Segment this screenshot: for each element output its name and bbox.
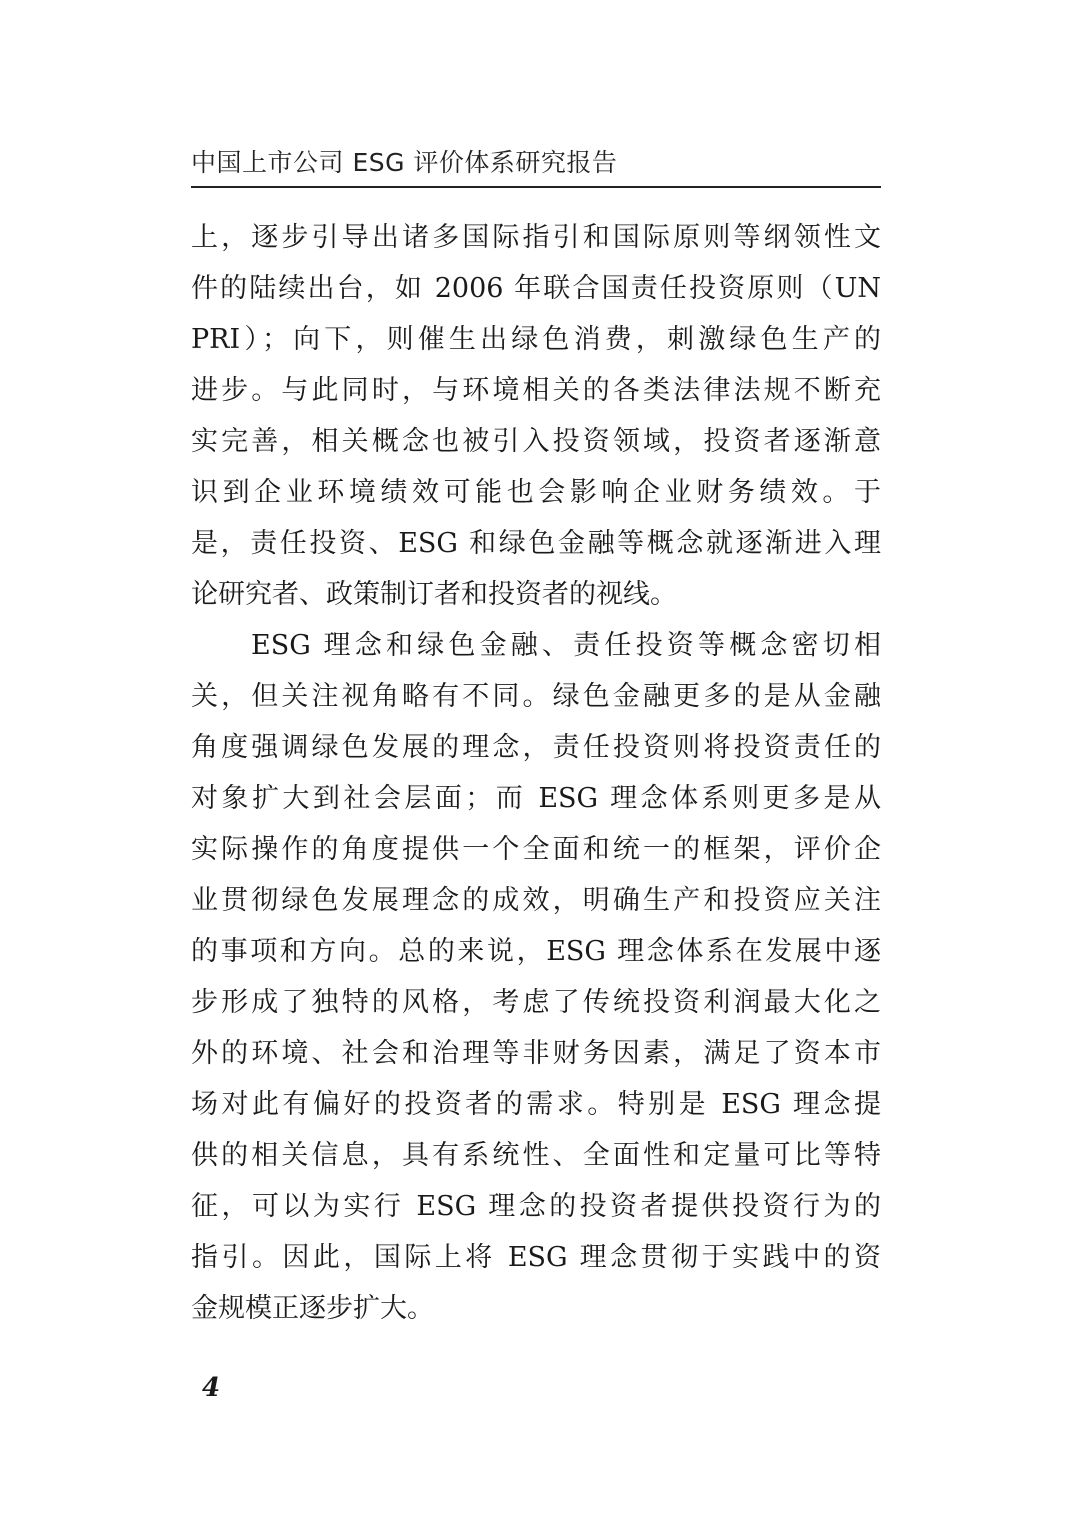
text-line: 的事项和方向。总的来说，ESG 理念体系在发展中逐	[191, 936, 881, 967]
header-rule	[191, 186, 881, 188]
text-line: 上，逐步引导出诸多国际指引和国际原则等纲领性文	[191, 222, 881, 253]
text-line: 供的相关信息，具有系统性、全面性和定量可比等特	[191, 1140, 881, 1171]
text-line: 指引。因此，国际上将 ESG 理念贯彻于实践中的资	[191, 1242, 881, 1273]
text-line: 步形成了独特的风格，考虑了传统投资利润最大化之	[191, 987, 881, 1018]
text-line: 实际操作的角度提供一个全面和统一的框架，评价企	[191, 834, 881, 865]
page-number: 4	[202, 1373, 221, 1403]
text-line: 件的陆续出台，如 2006 年联合国责任投资原则（UN	[191, 273, 881, 304]
text-line: 角度强调绿色发展的理念，责任投资则将投资责任的	[191, 732, 881, 763]
text-line: 论研究者、政策制订者和投资者的视线。	[191, 579, 677, 610]
text-line: 识到企业环境绩效可能也会影响企业财务绩效。于	[191, 477, 881, 508]
text-line: 对象扩大到社会层面；而 ESG 理念体系则更多是从	[191, 783, 881, 814]
text-line: 进步。与此同时，与环境相关的各类法律法规不断充	[191, 375, 881, 406]
text-line: ESG 理念和绿色金融、责任投资等概念密切相	[251, 630, 881, 661]
text-line: PRI）；向下，则催生出绿色消费，刺激绿色生产的	[191, 324, 881, 355]
text-line: 征，可以为实行 ESG 理念的投资者提供投资行为的	[191, 1191, 881, 1222]
text-line: 业贯彻绿色发展理念的成效，明确生产和投资应关注	[191, 885, 881, 916]
text-line: 场对此有偏好的投资者的需求。特别是 ESG 理念提	[191, 1089, 881, 1120]
text-line: 关，但关注视角略有不同。绿色金融更多的是从金融	[191, 681, 881, 712]
text-line: 金规模正逐步扩大。	[191, 1293, 434, 1324]
body-text	[191, 212, 881, 1334]
text-line: 是，责任投资、ESG 和绿色金融等概念就逐渐进入理	[191, 528, 881, 559]
text-line: 外的环境、社会和治理等非财务因素，满足了资本市	[191, 1038, 881, 1069]
text-line: 实完善，相关概念也被引入投资领域，投资者逐渐意	[191, 426, 881, 457]
running-head-title: 中国上市公司 ESG 评价体系研究报告	[191, 148, 618, 177]
